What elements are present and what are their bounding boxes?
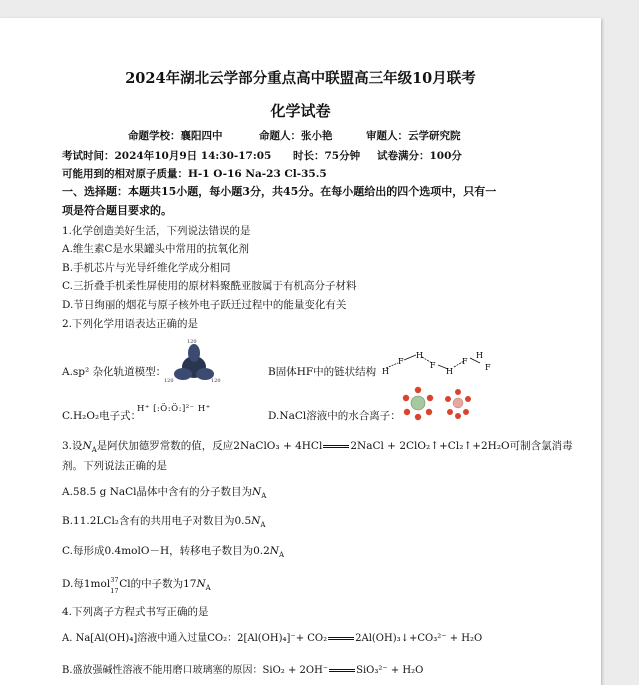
- sp2-orbital-model-figure: [163, 336, 225, 394]
- orbital-angle-label: 120: [164, 378, 174, 384]
- isotope-mass-number: 37: [110, 576, 119, 584]
- hydrated-ions-figure: [400, 385, 478, 421]
- q1-option-c: C.三折叠手机柔性屏使用的原材料聚酰亚胺属于有机高分子材料: [62, 280, 357, 292]
- q3-stem: [62, 439, 573, 453]
- q3-option-d: [62, 576, 211, 595]
- subject-title: 化学试卷: [270, 102, 331, 120]
- water-oxygen: [455, 389, 461, 395]
- q3-stem-part1: 3.设: [62, 440, 83, 452]
- q1-option-a: A.维生素C是水果罐头中常用的抗氧化剂: [62, 243, 249, 255]
- water-oxygen: [415, 387, 421, 393]
- credit-reviewer: 审题人：云学研究院: [366, 130, 461, 142]
- na-symbol: N: [269, 545, 279, 557]
- chlorine-isotope-notation: [110, 576, 119, 595]
- cl-ion: [453, 398, 463, 408]
- hf-atom: F: [398, 357, 404, 366]
- q1-stem: 1.化学创造美好生活，下列说法错误的是: [62, 225, 251, 237]
- section1-heading-cont: 项是符合题目要求的。: [62, 204, 172, 217]
- q3-option-c: [62, 544, 284, 558]
- hf-bond-line: [404, 355, 416, 360]
- na-symbol: N: [82, 440, 92, 452]
- exam-time: 考试时间：2024年10月9日 14:30-17:05: [62, 150, 272, 162]
- q3-option-a: [62, 485, 266, 499]
- q3-option-b: [62, 514, 265, 528]
- hf-atom: F: [485, 363, 491, 372]
- credit-school: 命题学校：襄阳四中: [128, 130, 223, 142]
- h2o2-electron-formula: H⁺ [:Ö:Ö:]²⁻ H⁺: [137, 404, 211, 414]
- hf-atom: F: [430, 361, 436, 370]
- na-subscript: A: [91, 446, 97, 455]
- na-subscript: A: [278, 551, 285, 560]
- q4-option-a-right: 2Al(OH)₃↓+CO₃²⁻ + H₂O: [355, 633, 483, 644]
- hf-atom: F: [462, 357, 468, 366]
- exam-page: [0, 18, 601, 685]
- q3-stem-part3: 2NaCl + 2ClO₂↑+Cl₂↑+2H₂O可制含氯消毒: [350, 440, 573, 452]
- water-oxygen: [463, 409, 469, 415]
- q3-stem-part2: 是阿伏加德罗常数的值，反应2NaClO₃ + 4HCl: [96, 440, 323, 452]
- section1-heading: 一、选择题：本题共15小题，每小题3分，共45分。在每小题给出的四个选项中，只有一: [62, 185, 497, 198]
- q2-option-a: A.sp² 杂化轨道模型：: [62, 366, 167, 378]
- hf-chain-figure: [382, 349, 494, 377]
- exam-duration: 时长：75分钟: [293, 150, 361, 162]
- na-subscript: A: [260, 521, 266, 530]
- orbital-angle-label: 120: [187, 339, 197, 345]
- hf-atom: H: [446, 367, 453, 376]
- hf-atom: H: [382, 367, 389, 376]
- water-oxygen: [455, 413, 461, 419]
- atomic-masses: 可能用到的相对原子质量：H-1 O-16 Na-23 Cl-35.5: [62, 168, 327, 180]
- exam-score: 试卷满分：100分: [377, 150, 462, 162]
- orbital-angle-label: 120: [211, 378, 221, 384]
- q4-stem: 4.下列离子方程式书写正确的是: [62, 606, 209, 618]
- q3-option-c-text: C.每形成0.4molO－H，转移电子数目为0.2: [62, 545, 270, 557]
- credit-author: 命题人：张小艳: [259, 130, 333, 142]
- equals-sign: [323, 445, 349, 448]
- na-symbol: N: [252, 486, 262, 498]
- orbital-lobe-top: [188, 344, 200, 362]
- hf-atom: H: [476, 351, 483, 360]
- q2-option-b: B固体HF中的链状结构: [268, 366, 377, 378]
- q4-option-a: [62, 632, 482, 646]
- water-oxygen: [465, 396, 471, 402]
- water-oxygen: [445, 396, 451, 402]
- q2-stem: 2.下列化学用语表达正确的是: [62, 318, 199, 330]
- q2-option-c: C.H₂O₂电子式：: [62, 410, 142, 422]
- water-oxygen: [403, 395, 409, 401]
- q4-option-b-left: B.盛放强碱性溶液不能用磨口玻璃塞的原因：SiO₂ + 2OH⁻: [62, 665, 329, 676]
- water-oxygen: [404, 409, 410, 415]
- water-oxygen: [426, 409, 432, 415]
- q4-option-a-left: A. Na[Al(OH)₄]溶液中通入过量CO₂：2[Al(OH)₄]⁻+ CO₂: [62, 633, 328, 644]
- q3-stem-line2: 剂。下列说法正确的是: [62, 460, 167, 472]
- na-symbol: N: [196, 578, 206, 590]
- equals-sign: [328, 637, 354, 640]
- orbital-lobe-left: [174, 368, 192, 380]
- q4-option-b: [62, 664, 423, 678]
- q3-option-d-text: D.每1mol: [62, 578, 111, 590]
- q3-option-b-text: B.11.2LCl₂含有的共用电子对数目为0.5: [62, 515, 252, 527]
- q1-option-b: B.手机芯片与光导纤维化学成分相同: [62, 262, 231, 274]
- q3-option-a-text: A.58.5 g NaCl晶体中含有的分子数目为: [62, 486, 253, 498]
- na-subscript: A: [205, 584, 211, 593]
- q2-option-d: D.NaCl溶液中的水合离子：: [268, 410, 401, 422]
- q3-option-d-text-cont: Cl的中子数为17: [119, 578, 197, 590]
- q1-option-d: D.节日绚丽的烟花与原子核外电子跃迁过程中的能量变化有关: [62, 299, 347, 311]
- water-oxygen: [415, 414, 421, 420]
- equals-sign: [329, 669, 355, 672]
- na-symbol: N: [251, 515, 261, 527]
- hf-atom: H: [416, 351, 423, 360]
- na-subscript: A: [261, 492, 267, 501]
- water-oxygen: [447, 409, 453, 415]
- q4-option-b-right: SiO₃²⁻ + H₂O: [356, 665, 424, 676]
- exam-title: 2024年湖北云学部分重点高中联盟高三年级10月联考: [125, 70, 476, 87]
- na-ion: [411, 396, 425, 410]
- isotope-atomic-number: 17: [110, 587, 119, 595]
- water-oxygen: [427, 395, 433, 401]
